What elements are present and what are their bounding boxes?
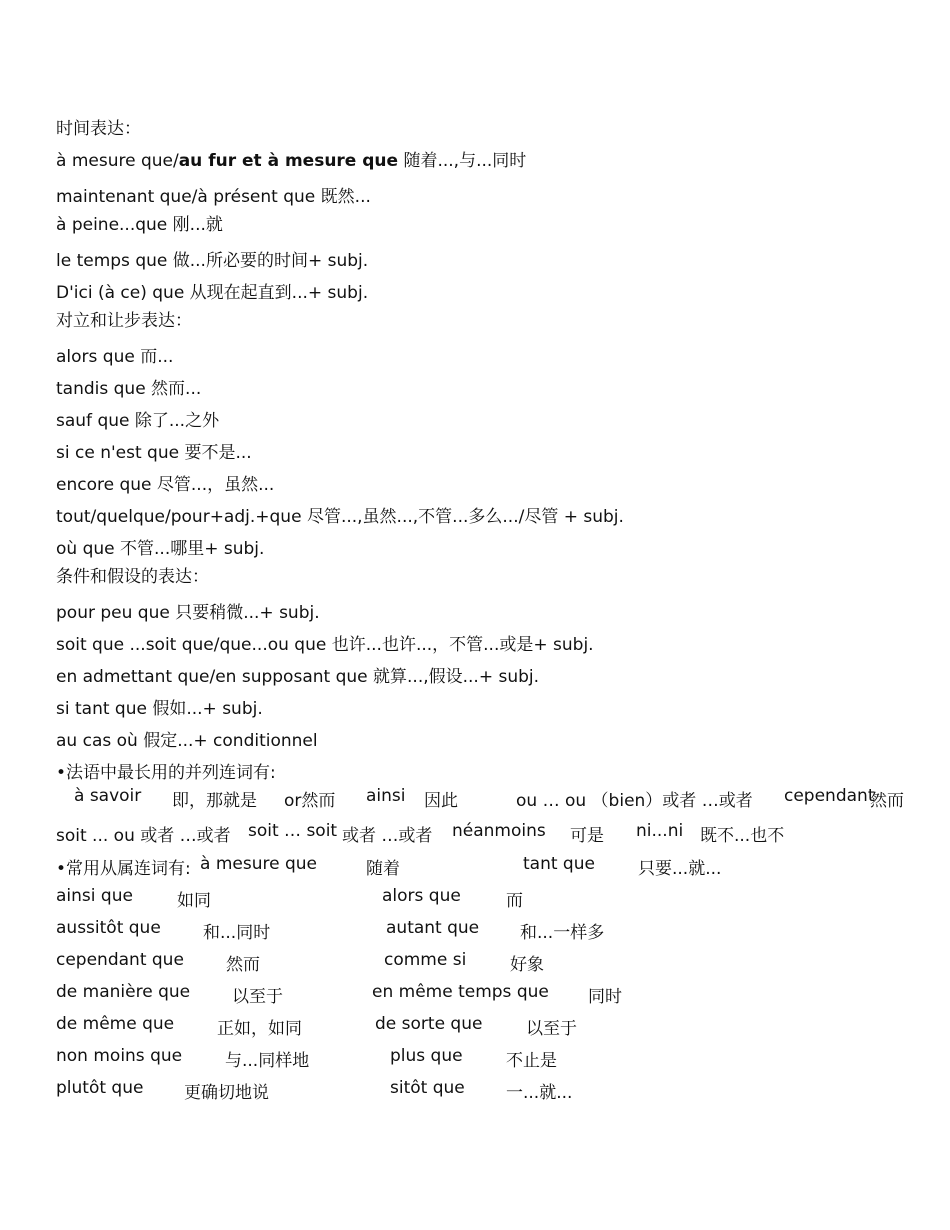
text-cell: à mesure que bbox=[200, 854, 317, 874]
text-line: le temps que 做...所必要的时间+ subj. bbox=[56, 251, 369, 271]
text-line: sauf que 除了...之外 bbox=[56, 411, 220, 431]
section-heading-condition: 条件和假设的表达： bbox=[56, 567, 209, 587]
text-cell: 更确切地说 bbox=[184, 1083, 269, 1103]
text-cell: 和...同时 bbox=[203, 923, 271, 943]
text-cell: 一...就... bbox=[506, 1083, 573, 1103]
section-heading-opposition: 对立和让步表达： bbox=[56, 311, 192, 331]
text-cell: alors que bbox=[382, 886, 461, 906]
text-cell: 随着 bbox=[366, 859, 400, 879]
text-cell: 正如，如同 bbox=[217, 1019, 302, 1039]
bold-phrase: au fur et à mesure que bbox=[178, 151, 399, 171]
text-cell: 与...同样地 bbox=[225, 1051, 310, 1071]
text-line: tandis que 然而... bbox=[56, 379, 202, 399]
text-cell: 而 bbox=[506, 891, 523, 911]
text-cell: or然而 bbox=[284, 791, 336, 811]
text-line bbox=[56, 146, 526, 171]
text-cell: 可是 bbox=[570, 826, 604, 846]
text-cell: 同时 bbox=[588, 987, 622, 1007]
text-cell: ainsi que bbox=[56, 886, 133, 906]
text-line: si tant que 假如...+ subj. bbox=[56, 699, 263, 719]
text-cell: aussitôt que bbox=[56, 918, 161, 938]
text-cell: 即，那就是 bbox=[172, 791, 257, 811]
text-line: si ce n'est que 要不是... bbox=[56, 443, 252, 463]
text-cell: tant que bbox=[523, 854, 595, 874]
section-heading-subordinating: •常用从属连词有: bbox=[56, 859, 191, 879]
text-fragment: 随着...,与...同时 bbox=[398, 151, 527, 171]
text-cell: 不止是 bbox=[506, 1051, 557, 1071]
text-cell: ainsi bbox=[366, 786, 406, 806]
text-cell: non moins que bbox=[56, 1046, 183, 1066]
text-cell: néanmoins bbox=[452, 821, 546, 841]
text-cell: autant que bbox=[386, 918, 480, 938]
text-cell: 以至于 bbox=[526, 1019, 577, 1039]
text-cell: 如同 bbox=[177, 891, 211, 911]
text-cell: soit … soit bbox=[248, 821, 338, 841]
text-cell: plutôt que bbox=[56, 1078, 144, 1098]
text-cell: 然而 bbox=[226, 955, 260, 975]
text-cell: 好象 bbox=[510, 955, 544, 975]
text-line: pour peu que 只要稍微...+ subj. bbox=[56, 603, 320, 623]
section-heading-time: 时间表达： bbox=[56, 119, 141, 139]
text-cell: 因此 bbox=[424, 791, 458, 811]
text-fragment: à mesure que/ bbox=[56, 151, 179, 171]
text-cell: de sorte que bbox=[375, 1014, 483, 1034]
text-cell: ni...ni bbox=[636, 821, 684, 841]
text-cell: cependant que bbox=[56, 950, 184, 970]
text-cell: 只要...就... bbox=[638, 859, 722, 879]
text-line: où que 不管...哪里+ subj. bbox=[56, 539, 265, 559]
text-cell: 和...一样多 bbox=[520, 923, 605, 943]
text-line: alors que 而... bbox=[56, 347, 174, 367]
text-cell: sitôt que bbox=[390, 1078, 465, 1098]
text-line: à peine...que 刚...就 bbox=[56, 215, 223, 235]
text-cell: ou … ou （bien）或者 …或者 bbox=[516, 791, 753, 811]
text-cell: 或者 …或者 bbox=[342, 826, 433, 846]
text-line: encore que 尽管...，虽然... bbox=[56, 475, 275, 495]
text-line: maintenant que/à présent que 既然... bbox=[56, 187, 371, 207]
text-line: en admettant que/en supposant que 就算...,假设...+ subj. bbox=[56, 667, 540, 687]
text-cell: de manière que bbox=[56, 982, 191, 1002]
text-cell: de même que bbox=[56, 1014, 175, 1034]
text-cell: à savoir bbox=[74, 786, 142, 806]
text-cell: 以至于 bbox=[232, 987, 283, 1007]
text-line: soit que ...soit que/que...ou que 也许...也许...，不管...或是+ subj. bbox=[56, 635, 594, 655]
section-heading-coordinating: •法语中最长用的并列连词有: bbox=[56, 763, 276, 783]
text-cell: cependant bbox=[784, 786, 875, 806]
text-cell: en même temps que bbox=[372, 982, 549, 1002]
text-line: au cas où 假定...+ conditionnel bbox=[56, 731, 318, 751]
text-cell: 既不...也不 bbox=[700, 826, 785, 846]
text-cell: comme si bbox=[384, 950, 467, 970]
text-cell: 然而 bbox=[870, 791, 904, 811]
text-line: tout/quelque/pour+adj.+que 尽管...,虽然...,不管...多么.../尽管 + subj. bbox=[56, 507, 624, 527]
text-cell: plus que bbox=[390, 1046, 463, 1066]
text-cell: soit ... ou 或者 …或者 bbox=[56, 826, 231, 846]
text-line: D'ici (à ce) que 从现在起直到...+ subj. bbox=[56, 283, 369, 303]
